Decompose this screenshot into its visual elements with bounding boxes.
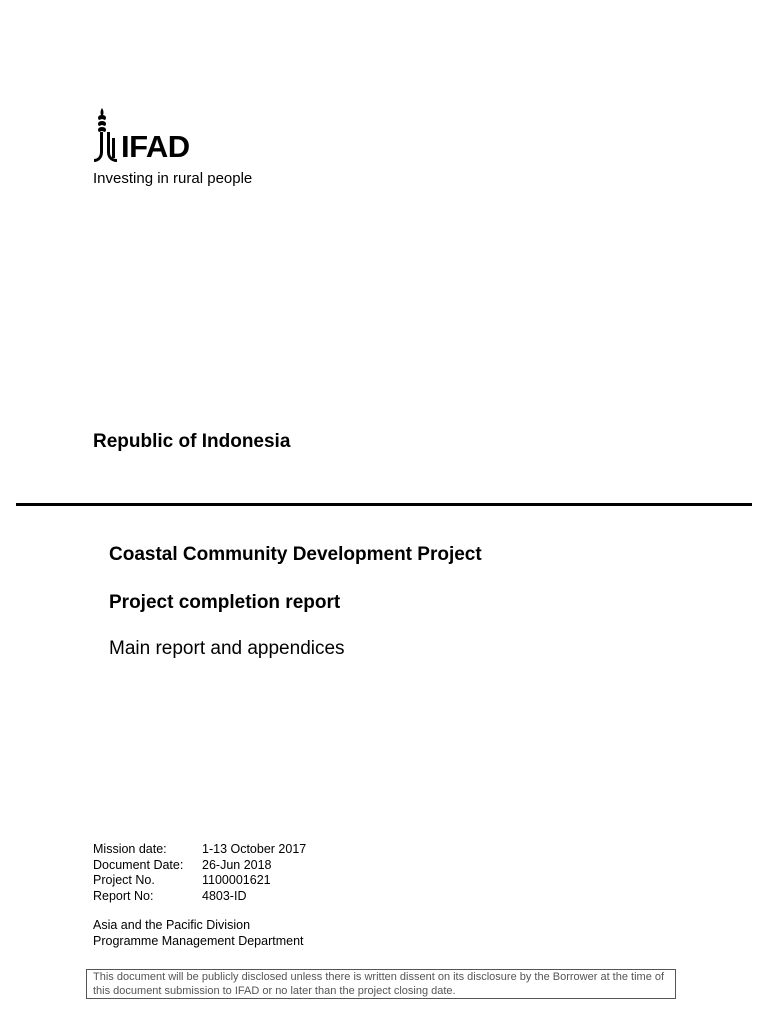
- department-name: Programme Management Department: [93, 933, 304, 948]
- meta-value: 4803-ID: [202, 888, 247, 903]
- meta-row-project-no: [93, 873, 306, 889]
- project-title: Coastal Community Development Project: [109, 544, 482, 565]
- meta-value: 1-13 October 2017: [202, 842, 307, 856]
- logo-wordmark: IFAD: [121, 129, 190, 164]
- country-heading: Republic of Indonesia: [93, 431, 291, 452]
- meta-label: Mission date:: [93, 842, 167, 856]
- document-metadata: [93, 842, 306, 904]
- meta-label: Project No.: [93, 873, 155, 887]
- division-info: [93, 918, 304, 949]
- disclosure-notice: This document will be publicly disclosed unless there is written dissent on its disclosure by the Borrower at the time of this document submission to IFAD or no later than the project closing date.: [86, 969, 676, 999]
- meta-label: Document Date:: [93, 857, 184, 872]
- report-type-heading: Project completion report: [109, 592, 341, 613]
- logo-tagline: Investing in rural people: [93, 170, 253, 187]
- meta-row-mission-date: [93, 842, 306, 858]
- division-name: Asia and the Pacific Division: [93, 918, 251, 932]
- meta-value: 26-Jun 2018: [202, 857, 272, 872]
- report-subtitle: Main report and appendices: [109, 638, 345, 659]
- horizontal-rule: [16, 503, 752, 506]
- wheat-sheaf-icon: [93, 106, 121, 162]
- meta-value: 1100001621: [202, 873, 271, 887]
- ifad-logo: [93, 106, 190, 162]
- logo-mark: [93, 106, 190, 162]
- meta-row-document-date: [93, 858, 306, 874]
- meta-row-report-no: [93, 889, 306, 905]
- meta-label: Report No:: [93, 888, 154, 903]
